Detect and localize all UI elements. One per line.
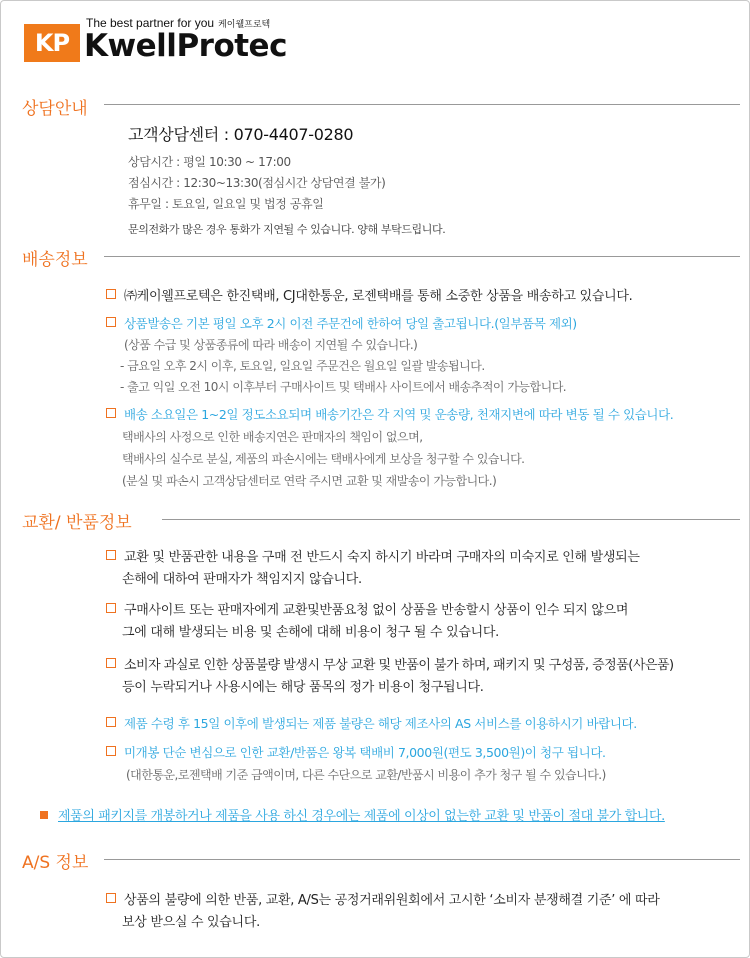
- list-subitem: 택배사의 실수로 분실, 제품의 파손시에는 택배사에게 보상을 청구할 수 있습니다.: [122, 452, 525, 466]
- list-item-text: 제품 수령 후 15일 이후에 발생되는 제품 불량은 해당 제조사의 AS 서비스를 이용하시기 바랍니다.: [124, 716, 637, 731]
- consult-notice: 문의전화가 많은 경우 통화가 지연될 수 있습니다. 양해 부탁드립니다.: [128, 223, 446, 236]
- list-item-text: 상품의 불량에 의한 반품, 교환, A/S는 공정거래위원회에서 고시한 ‘소비자 분쟁해결 기준’ 에 따라: [124, 893, 660, 908]
- bullet-icon: [106, 550, 116, 560]
- list-item-text: 교환 및 반품관한 내용을 구매 전 반드시 숙지 하시기 바라며 구매자의 미숙지로 인해 발생되는: [124, 550, 640, 565]
- brand-name: KwellProtec: [84, 28, 287, 64]
- list-subitem: 등이 누락되거나 사용시에는 해당 품목의 정가 비용이 청구됩니다.: [122, 680, 484, 695]
- section-title-delivery: 배송정보: [22, 250, 88, 270]
- list-item-text: 상품발송은 기본 평일 오후 2시 이전 주문건에 한하여 당일 출고됩니다.(일부품목 제외): [124, 316, 577, 331]
- list-item-text: 미개봉 단순 변심으로 인한 교환/반품은 왕복 택배비 7,000원(편도 3,500원)이 청구 됩니다.: [124, 745, 606, 760]
- list-item-text: 구매사이트 또는 판매자에게 교환및반품요청 없이 상품을 반송할시 상품이 인수 되지 않으며: [124, 603, 629, 618]
- consult-lunch: 점심시간 : 12:30~13:30(점심시간 상담연결 불가): [128, 176, 386, 190]
- section-rule: [104, 256, 740, 257]
- section-title-consult: 상담안내: [22, 99, 88, 119]
- list-subitem: 보상 받으실 수 있습니다.: [122, 915, 260, 930]
- list-item: [106, 546, 640, 565]
- bullet-icon: [106, 603, 116, 613]
- list-subitem: 택배사의 사정으로 인한 배송지연은 판매자의 책임이 없으며,: [122, 430, 423, 444]
- warning-bullet-icon: [40, 811, 48, 819]
- section-rule: [162, 519, 740, 520]
- list-item: [106, 405, 673, 423]
- list-item-text: 소비자 과실로 인한 상품불량 발생시 무상 교환 및 반품이 불가 하며, 패키지 및 구성품, 증정품(사은품): [124, 658, 674, 673]
- list-item: [106, 314, 577, 332]
- list-item: [106, 889, 660, 908]
- bullet-icon: [106, 317, 116, 327]
- list-subitem: (상품 수급 및 상품종류에 따라 배송이 지연될 수 있습니다.): [124, 338, 418, 352]
- list-subitem: 손해에 대하여 판매자가 책임지지 않습니다.: [122, 572, 362, 587]
- bullet-icon: [106, 289, 116, 299]
- consult-holiday: 휴무일 : 토요일, 일요일 및 법정 공휴일: [128, 197, 324, 211]
- list-item: [106, 714, 637, 732]
- list-subitem: - 금요일 오후 2시 이후, 토요일, 일요일 주문건은 월요일 일괄 발송됩니다.: [120, 359, 485, 373]
- warning-text: 제품의 패키지를 개봉하거나 제품을 사용 하신 경우에는 제품에 이상이 없는한 교환 및 반품이 절대 불가 합니다.: [58, 809, 665, 824]
- section-title-as: A/S 정보: [22, 853, 89, 873]
- bullet-icon: [106, 717, 116, 727]
- bullet-icon: [106, 408, 116, 418]
- bullet-icon: [106, 658, 116, 668]
- list-item: [106, 743, 606, 761]
- tagline-ko: 케이웰프로텍: [218, 19, 271, 29]
- bullet-icon: [106, 746, 116, 756]
- list-item-text: 배송 소요일은 1~2일 정도소요되며 배송기간은 각 지역 및 운송량, 천재지변에 따라 변동 될 수 있습니다.: [124, 407, 674, 422]
- list-subitem: 그에 대해 발생되는 비용 및 손해에 대해 비용이 청구 될 수 있습니다.: [122, 625, 499, 640]
- consult-hours: 상담시간 : 평일 10:30 ~ 17:00: [128, 155, 291, 169]
- section-rule: [104, 104, 740, 105]
- list-item-text: ㈜케이웰프로텍은 한진택배, CJ대한통운, 로젠택배를 통해 소중한 상품을 배송하고 있습니다.: [124, 289, 633, 304]
- bullet-icon: [106, 893, 116, 903]
- section-rule: [104, 859, 740, 860]
- section-title-exchange: 교환/ 반품정보: [22, 513, 132, 533]
- tagline-text: The best partner for you: [86, 16, 215, 30]
- consult-center: 고객상담센터 : 070-4407-0280: [128, 125, 354, 144]
- list-item: [106, 599, 628, 618]
- warning-notice: [40, 805, 665, 824]
- list-subitem: - 출고 익일 오전 10시 이후부터 구매사이트 및 택배사 사이트에서 배송추적이 가능합니다.: [120, 380, 567, 394]
- list-subitem: (대한통운,로젠택배 기준 금액이며, 다른 수단으로 교환/반품시 비용이 추가 청구 될 수 있습니다.): [126, 768, 606, 782]
- list-subitem: (분실 및 파손시 고객상담센터로 연락 주시면 교환 및 재발송이 가능합니다.): [122, 474, 497, 488]
- logo-mark: KP: [24, 24, 80, 62]
- list-item: [106, 654, 674, 673]
- list-item: [106, 285, 632, 304]
